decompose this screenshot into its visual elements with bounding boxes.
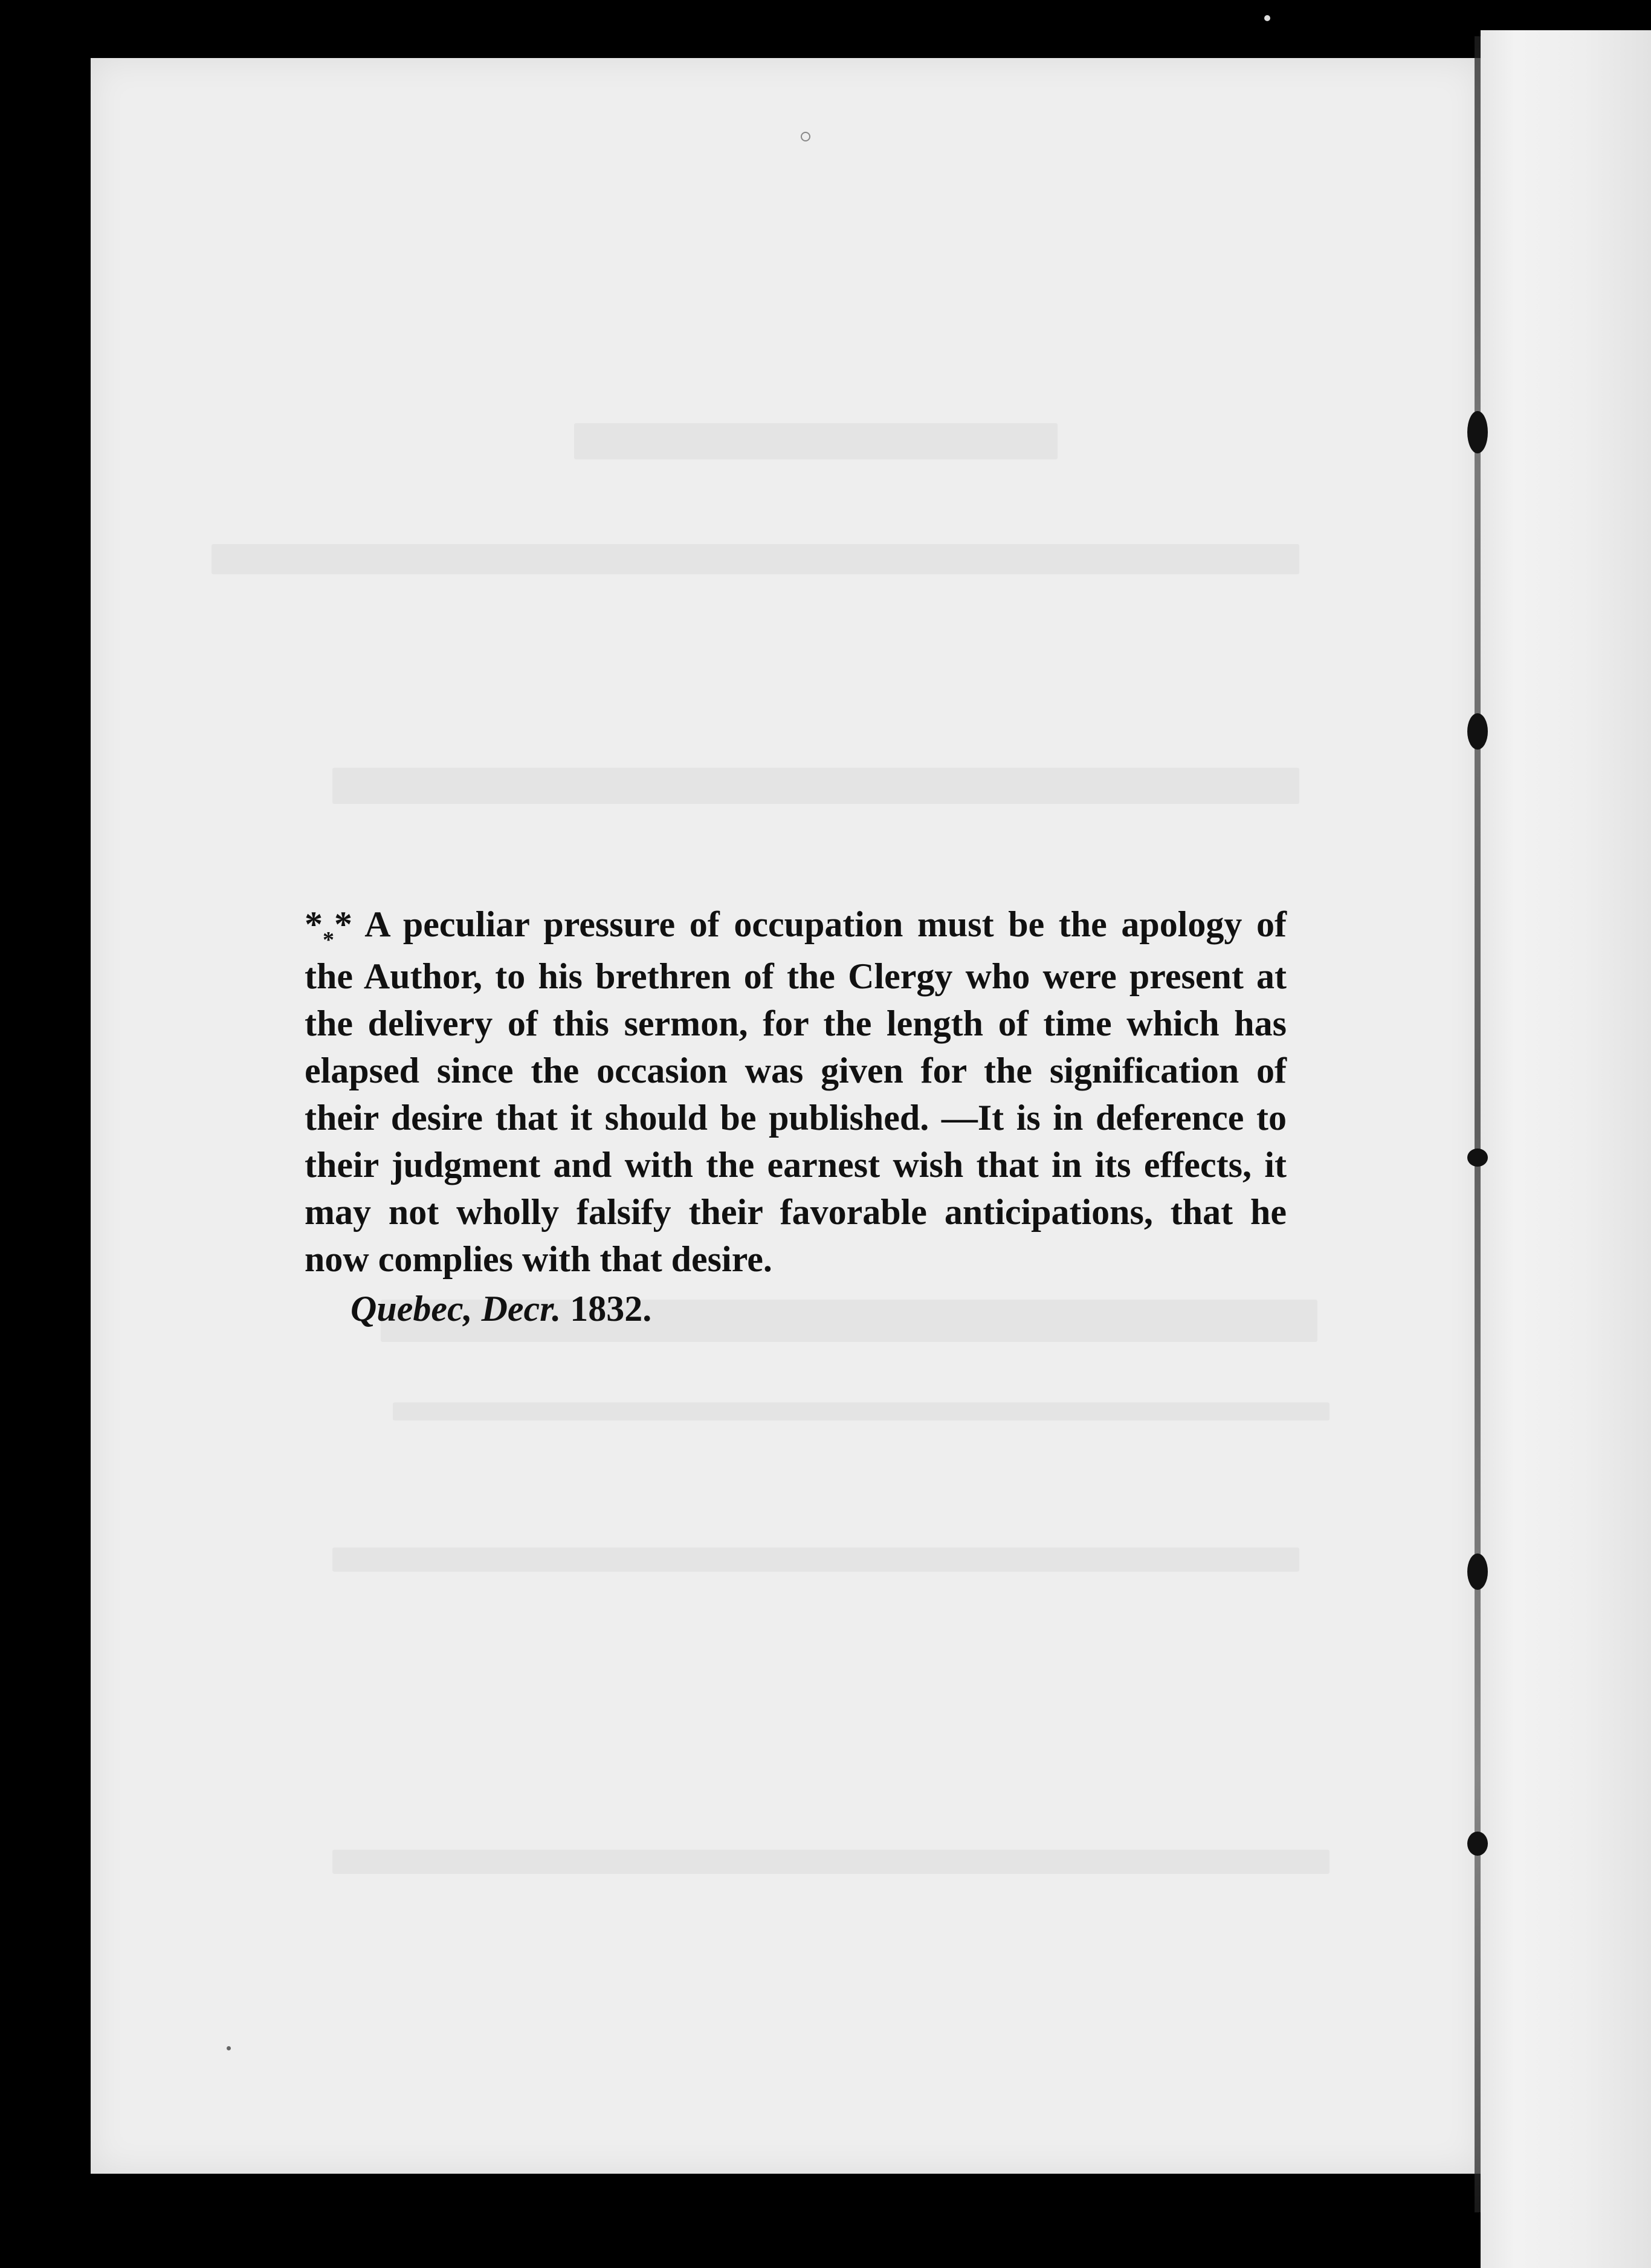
binding-mark [1467, 1832, 1488, 1856]
note-text: A peculiar pressure of occupation must be the apology of the Author, to his brethren of the Clergy who were present at the delivery of this sermon, for the length of time which has elapsed since the occasion was given for the signification of their desire that it should be published. —It is in deference to their judgment and with the earnest wish that in its effects, it may not wholly falsify their favorable anticipations, that he now complies with that desire. [305, 904, 1287, 1279]
paper-speck [801, 132, 810, 141]
binding-mark [1467, 1554, 1488, 1590]
binding-gutter [1475, 36, 1481, 2212]
binding-mark [1467, 1149, 1488, 1167]
show-through-line [393, 1402, 1330, 1421]
paper-speck [1264, 15, 1270, 21]
show-through-line [212, 544, 1299, 574]
author-note [305, 901, 1287, 1332]
show-through-line [574, 423, 1058, 459]
dateline [305, 1285, 1287, 1332]
binding-mark [1467, 713, 1488, 750]
asterism-mark: $*_**$ [305, 904, 352, 953]
dateline-month: Decr. [481, 1289, 561, 1329]
dateline-place: Quebec, [351, 1289, 482, 1329]
note-body [305, 901, 1287, 1283]
binding-mark [1467, 411, 1488, 453]
show-through-line [332, 1547, 1299, 1572]
facing-page-edge [1481, 30, 1651, 2268]
show-through-line [332, 768, 1299, 804]
dateline-year: 1832. [561, 1289, 652, 1329]
show-through-line [332, 1850, 1330, 1874]
paper-speck [227, 2046, 231, 2050]
